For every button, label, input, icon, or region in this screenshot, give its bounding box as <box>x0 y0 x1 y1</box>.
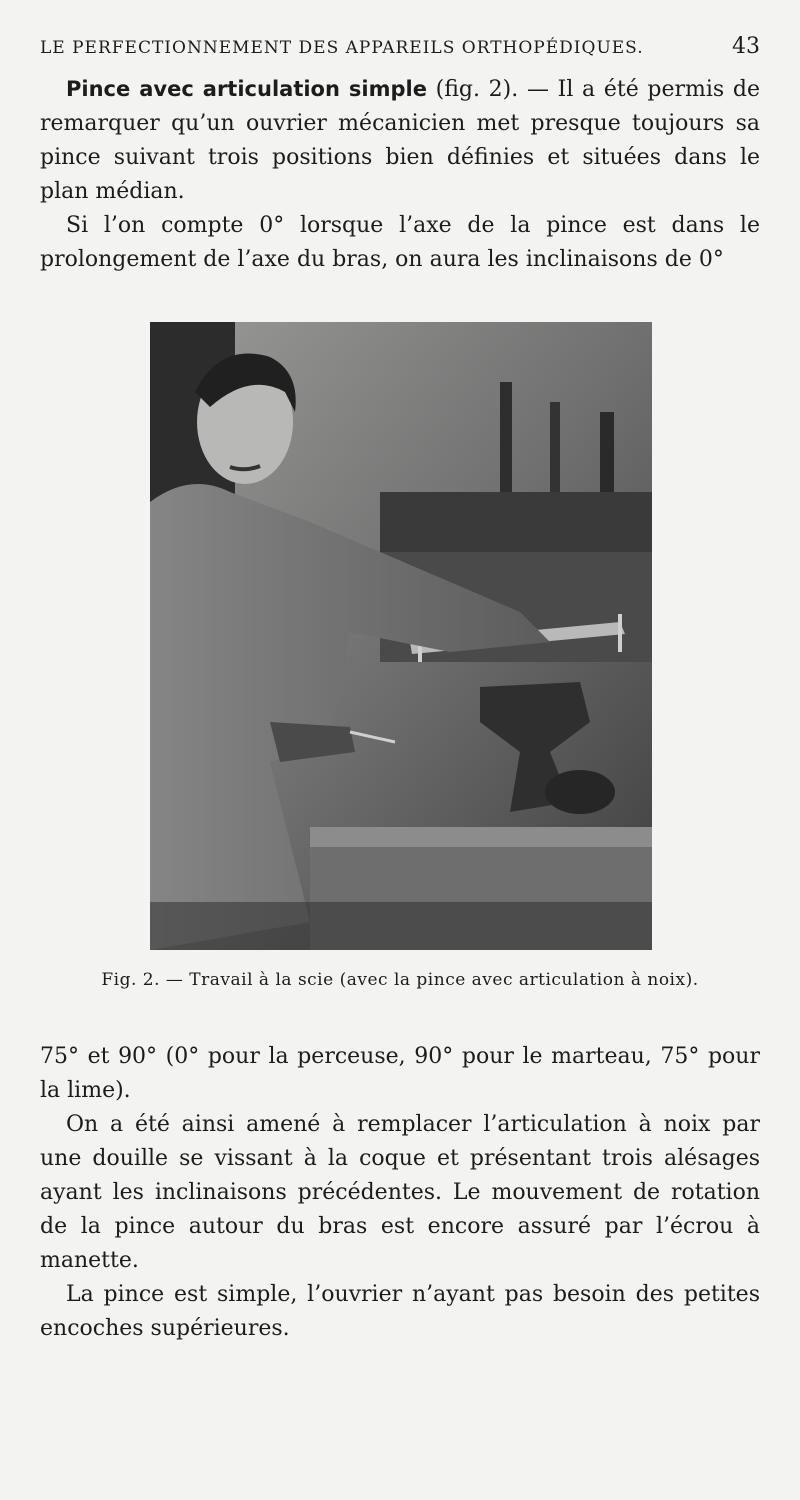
workshop-photo-illustration <box>150 322 652 950</box>
paragraph <box>40 209 760 277</box>
page-number: 43 <box>732 34 760 59</box>
running-head <box>40 34 760 59</box>
paragraph-text: Si l’on compte 0° lorsque l’axe de la pince est dans le prolongement de l’axe du bras, on aura les inclinaisons de 0° <box>40 213 760 272</box>
paragraph: 75° et 90° (0° pour la perceuse, 90° pour le marteau, 75° pour la lime). <box>40 1044 760 1103</box>
paragraph-text: (fig. 2). — Il a été permis de remarquer qu’un ouvrier mécanicien met presque toujours sa pince suivant trois positions bien définies et situées dans le plan médian. <box>40 77 760 204</box>
text-block-bottom <box>40 1040 760 1346</box>
paragraph-lead-heading: Pince avec articulation simple <box>66 77 427 101</box>
paragraph: On a été ainsi amené à remplacer l’articulation à noix par une douille se vissant à la coque et présentant trois alésages ayant les inclinaisons précédentes. Le mouvement de rotation de la pince autour du bras est encore assuré par l’écrou à manette. <box>40 1112 760 1273</box>
paragraph <box>40 72 760 209</box>
text-block-top <box>40 72 760 277</box>
running-head-title: LE PERFECTIONNEMENT DES APPAREILS ORTHOPÉDIQUES. <box>40 38 644 58</box>
figure-photo <box>150 322 652 950</box>
figure-caption: Fig. 2. — Travail à la scie (avec la pince avec articulation à noix). <box>101 970 699 990</box>
paragraph: La pince est simple, l’ouvrier n’ayant pas besoin des petites encoches supérieures. <box>40 1282 760 1341</box>
